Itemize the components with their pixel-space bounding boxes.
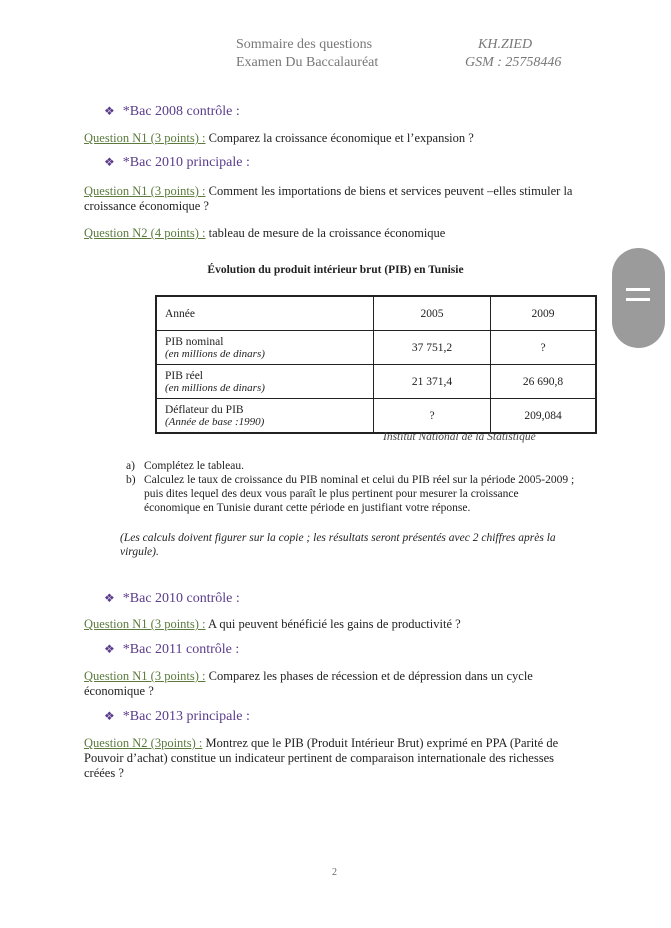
- header-subtitle: Examen Du Baccalauréat: [236, 55, 379, 70]
- question: Question N1 (3 points) : Comparez la croissance économique et l’expansion ?: [84, 131, 474, 145]
- table-title: Évolution du produit intérieur brut (PIB) en Tunisie: [207, 264, 464, 276]
- header-title: Sommaire des questions: [236, 37, 373, 52]
- question: Question N2 (3points) : Montrez que le PIB (Produit Intérieur Brut) exprimé en PPA (Parité de Pouvoir d’achat) constitue un indicateur pertinent de comparaison internationale des richesses créées ?: [84, 736, 559, 780]
- diamond-bullet-icon: ❖: [104, 642, 115, 656]
- section-heading: ❖ *Bac 2010 principale :: [104, 155, 250, 170]
- diamond-bullet-icon: ❖: [104, 709, 115, 723]
- task-list: [126, 459, 576, 515]
- diamond-bullet-icon: ❖: [104, 591, 115, 605]
- section-heading: ❖ *Bac 2008 contrôle :: [104, 104, 240, 119]
- table-row: PIB réel (en millions de dinars) 21 371,4 26 690,8: [156, 365, 596, 399]
- grip-icon: [626, 288, 650, 291]
- calc-note: (Les calculs doivent figurer sur la copie ; les résultats seront présentés avec 2 chiffres après la virgule).: [120, 532, 556, 558]
- section-heading: ❖ *Bac 2013 principale :: [104, 709, 250, 724]
- diamond-bullet-icon: ❖: [104, 104, 115, 118]
- header-author: KH.ZIED: [478, 37, 533, 52]
- section-heading: ❖ *Bac 2011 contrôle :: [104, 642, 240, 657]
- question: Question N1 (3 points) : Comment les importations de biens et services peuvent –elles stimuler la croissance économique ?: [84, 184, 573, 213]
- page-number: 2: [332, 867, 337, 878]
- table-row: Déflateur du PIB (Année de base :1990) ? 209,084: [156, 399, 596, 434]
- table-header-row: Année 2005 2009: [156, 296, 596, 331]
- grip-icon: [626, 298, 650, 301]
- pib-table: [155, 295, 597, 434]
- question: Question N1 (3 points) : A qui peuvent bénéficié les gains de productivité ?: [84, 617, 461, 631]
- scroll-handle[interactable]: [612, 248, 665, 348]
- header-phone: GSM : 25758446: [465, 55, 562, 70]
- question: Question N1 (3 points) : Comparez les phases de récession et de dépression dans un cycle économique ?: [84, 669, 533, 698]
- question: Question N2 (4 points) : tableau de mesure de la croissance économique: [84, 226, 446, 240]
- task-item: a) Complétez le tableau.: [126, 460, 244, 472]
- table-row: PIB nominal (en millions de dinars) 37 751,2 ?: [156, 331, 596, 365]
- table-source: Institut National de la Statistique: [383, 431, 536, 443]
- diamond-bullet-icon: ❖: [104, 155, 115, 169]
- section-heading: ❖ *Bac 2010 contrôle :: [104, 591, 240, 606]
- task-item: b) Calculez le taux de croissance du PIB nominal et celui du PIB réel sur la période 2005-2009 ; puis dites lequel des deux vous paraît le plus pertinent pour mesurer la croissance économique en Tunisie durant cette période en justifiant votre réponse.: [126, 474, 575, 514]
